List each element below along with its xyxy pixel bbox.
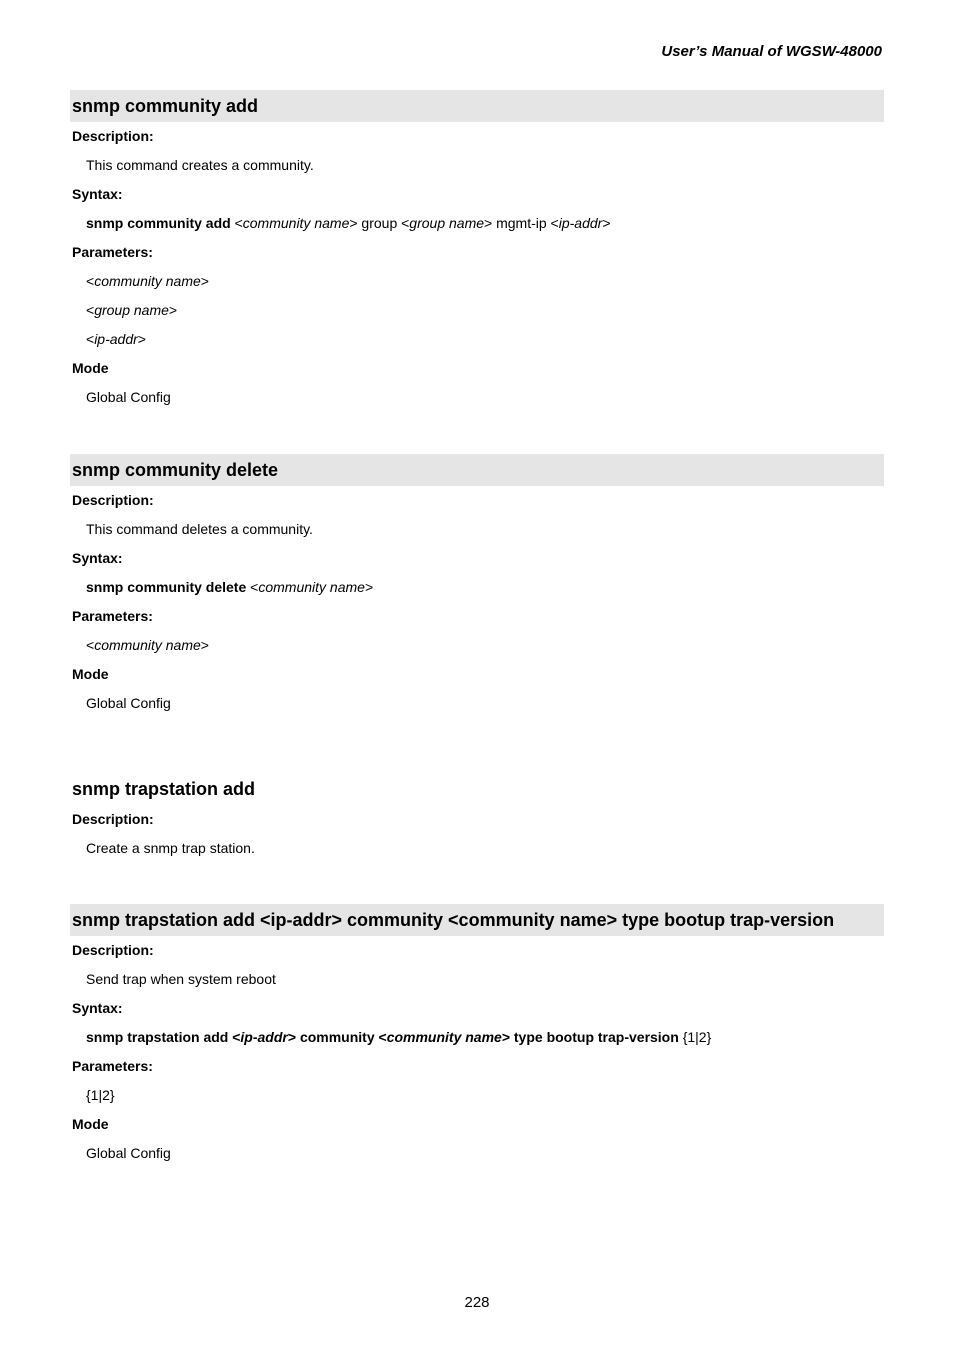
section-snmp-community-add [70,90,884,412]
param-bracket: > [168,302,178,318]
param-name: community name [94,273,201,289]
syntax-param: community name [258,579,365,595]
description-label: Description: [72,942,154,958]
syntax-command: snmp community add [86,215,231,231]
syntax-part: > [602,215,611,231]
syntax-param: ip-addr [240,1029,288,1045]
syntax-label: Syntax: [72,1000,123,1016]
description-text: This command creates a community. [86,157,314,173]
syntax-label: Syntax: [72,550,123,566]
syntax-param: ip-addr [558,215,603,231]
param-name: community name [94,637,201,653]
description-text: This command deletes a community. [86,521,313,537]
syntax-param: community name [242,215,350,231]
param-bracket: < [86,331,95,347]
syntax-param: group name [409,215,485,231]
description-text: Create a snmp trap station. [86,840,255,856]
mode-label: Mode [72,360,109,376]
param-bracket: < [86,302,95,318]
parameter-item [70,325,884,354]
syntax-command: snmp community delete [86,579,247,595]
mode-value: Global Config [86,695,171,711]
section-heading: snmp trapstation add <ip-addr> community <community name> type bootup trap-version [70,904,884,936]
section-heading: snmp community add [70,90,884,122]
parameters-label: Parameters: [72,244,153,260]
param-name: group name [94,302,169,318]
syntax-line [70,1023,884,1052]
syntax-part: < [234,215,243,231]
param-bracket: < [86,273,95,289]
section-heading: snmp community delete [70,454,884,486]
description-label: Description: [72,811,154,827]
syntax-part: < [250,579,259,595]
header-title: User’s Manual of WGSW-48000 [661,43,882,60]
param-name: ip-addr [94,331,138,347]
syntax-part: {1|2} [682,1029,712,1045]
syntax-param: community name [386,1029,502,1045]
param-bracket: > [137,331,146,347]
parameter-item [70,267,884,296]
syntax-part: > group < [349,215,410,231]
description-text: Send trap when system reboot [86,971,276,987]
syntax-label: Syntax: [72,186,123,202]
mode-label: Mode [72,1116,109,1132]
param-bracket: > [200,637,209,653]
description-label: Description: [72,128,154,144]
mode-label: Mode [72,666,109,682]
syntax-part: > mgmt-ip < [484,215,559,231]
syntax-line [70,209,884,238]
page-number: 228 [464,1294,490,1311]
param-bracket: < [86,637,95,653]
syntax-command: snmp trapstation add < [86,1029,241,1045]
parameters-label: Parameters: [72,1058,153,1074]
section-snmp-trapstation-add [70,773,884,863]
section-heading: snmp trapstation add [72,779,256,799]
mode-value: Global Config [86,389,171,405]
parameter-item: {1|2} [86,1087,115,1103]
parameter-item [70,296,884,325]
syntax-command: > type bootup trap-version [501,1029,679,1045]
syntax-line [70,573,884,602]
parameters-label: Parameters: [72,608,153,624]
parameter-item [70,631,884,660]
section-snmp-community-delete [70,454,884,718]
section-snmp-trapstation-bootup [70,904,884,1168]
param-bracket: > [200,273,209,289]
mode-value: Global Config [86,1145,171,1161]
syntax-command: > community < [287,1029,387,1045]
syntax-part: > [364,579,374,595]
description-label: Description: [72,492,154,508]
